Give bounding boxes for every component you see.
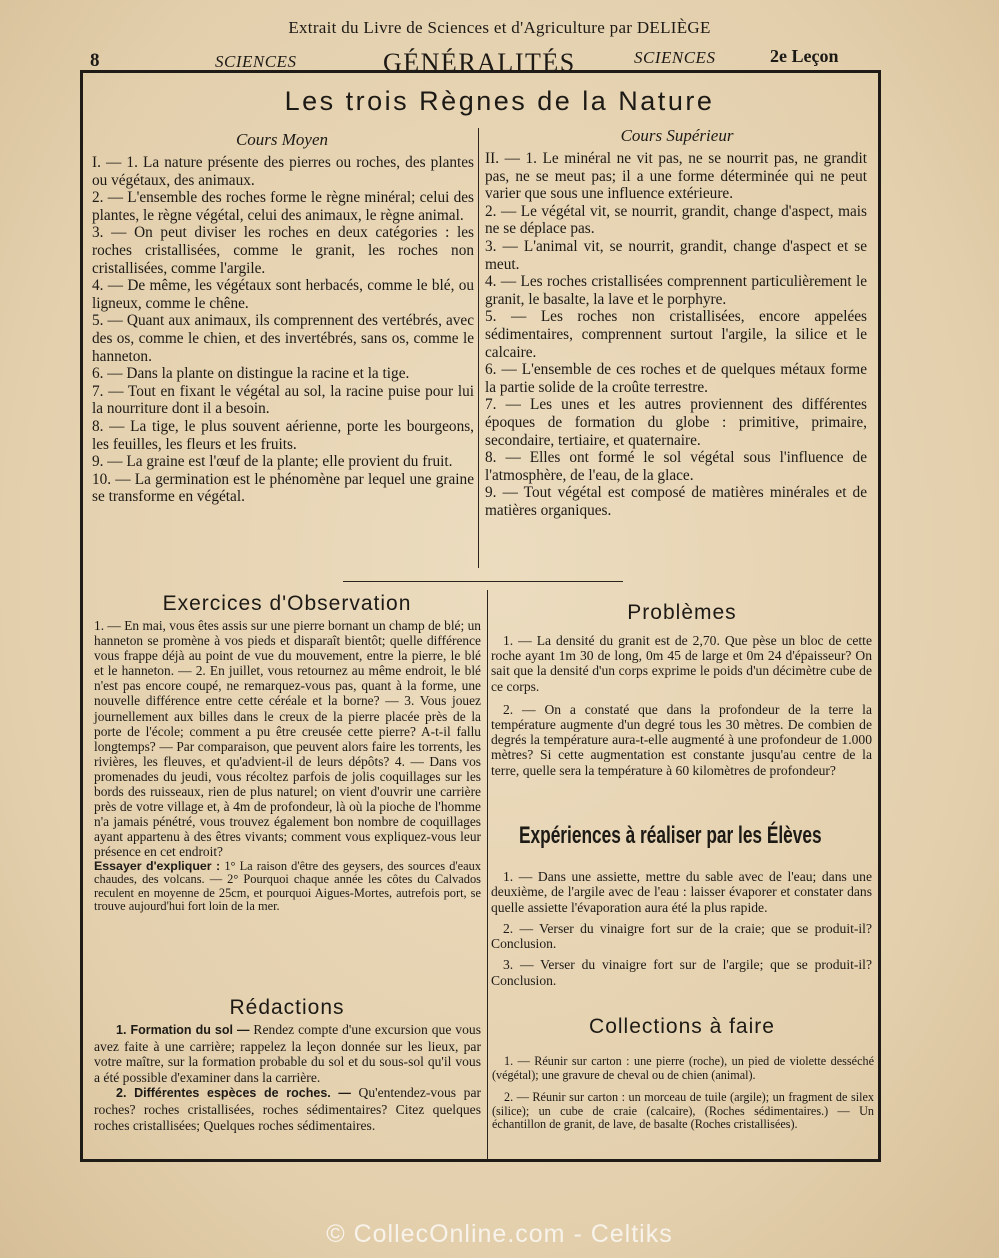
problemes-text <box>491 633 872 778</box>
paragraph: 5. — Les roches non cristallisées, encore appelées sédimentaires, comprennent surtout l'argile, la silice et le calcaire. <box>485 308 867 361</box>
redaction-text: Rendez compte d'une excursion que vous avez faite à une carrière; rappelez la leçon donnée sur les lieux, par votre maître, sur la formation probable du sol et du sous-sol qu'il vous a été possible d'examiner dans la carrière. <box>94 1022 481 1085</box>
redactions-text <box>94 1022 481 1133</box>
exercices-text <box>94 618 481 914</box>
paragraph: 4. — De même, les végétaux sont herbacés, comme le blé, ou ligneux, comme le chêne. <box>92 277 474 312</box>
cours-moyen-text <box>92 154 474 506</box>
column-divider <box>487 590 488 1160</box>
lesson-label: 2e Leçon <box>770 46 839 66</box>
probleme-item: 2. — On a constaté que dans la profondeur de la terre la température augmente d'un degré tous les 30 mètres. De combien de degrés la température aura-t-elle augmenté à une profondeur de 1.000 mètres? Si cette augmentation est constante jusqu'au centre de la terre, quelle sera la température à 60 kilomètres de profondeur? <box>491 701 872 778</box>
column-divider <box>478 128 479 568</box>
essayer-paragraph <box>94 860 481 914</box>
section-divider <box>343 581 623 582</box>
paragraph: 6. — L'ensemble de ces roches et de quelques métaux forme la partie solide de la croûte terrestre. <box>485 361 867 396</box>
paragraph: 6. — Dans la plante on distingue la racine et la tige. <box>92 365 410 383</box>
redaction-label: 2. Différentes espèces de roches. — <box>116 1086 351 1101</box>
paragraph: 7. — Les unes et les autres proviennent des différentes époques de formation du globe : primitive, primaire, secondaire, tertiaire, et quaternaire. <box>485 396 867 449</box>
paragraph: 8. — La tige, le plus souvent aérienne, porte les bourgeons, les feuilles, les fleurs et les fruits. <box>92 417 474 453</box>
experience-item: 3. — Verser du vinaigre fort sur de l'argile; que se produit-il? Conclusion. <box>491 957 872 988</box>
collections-text <box>492 1055 874 1132</box>
redaction-item <box>94 1022 481 1085</box>
exercices-body: 1. — En mai, vous êtes assis sur une pierre bornant un champ de blé; un hanneton se promène à vos pieds et disparaît bientôt; quelle différence vous frappe déjà au point de vue du mouvement, entre la pierre, le blé et le hanneton. — 2. En juillet, vous retournez au même endroit, le blé n'est pas encore coupé, ne remarquez-vous pas, quant à la forme, une nouvelle différence entre cette céréale et la borne? — 3. Vous jouez journellement aux billes dans le creux de la pierre placée près de la porte de l'école; comment a pu être creusée cette pierre? A-t-il fallu longtemps? — Par comparaison, que peuvent alors faire les torrents, les rivières, les fleuves, et qu'advient-il de leurs dépôts? 4. — Dans vos promenades du jeudi, vous récoltez parfois de jolis coquillages sur les bords des ruisseaux, rien de plus naturel; on vient d'ouvrir une carrière près de votre village et, à 4m de profondeur, là où la pioche de l'homme n'a jamais pénétré, vous trouvez également bon nombre de coquillages ayant appartenu à des êtres vivants; comment vous expliquez-vous leur présence en cet endroit? <box>94 618 481 860</box>
paragraph: 3. — On peut diviser les roches en deux catégories : les roches cristallisées, comme le granit, les roches non cristallisées, comme l'argile. <box>92 224 474 277</box>
experience-item: 1. — Dans une assiette, mettre du sable avec de l'eau; dans une deuxième, de l'argile avec de l'eau : laisser évaporer et constater dans quelle assiette l'évaporation aura été la plus rapide. <box>491 869 872 915</box>
sciences-left-label: SCIENCES <box>215 52 297 71</box>
collection-item: 2. — Réunir sur carton : un morceau de tuile (argile); un fragment de silex (silice); un cube de craie (calcaire), (Roches sédimentaires.) — Un échantillon de granit, de lave, de basalte (Roches cristallisées). <box>492 1090 874 1132</box>
cours-moyen-heading: Cours Moyen <box>235 130 329 149</box>
paragraph: 9. — Tout végétal est composé de matières minérales et de matières organiques. <box>485 484 867 519</box>
paragraph: 9. — La graine est l'œuf de la plante; elle provient du fruit. <box>92 453 453 471</box>
problemes-title: Problèmes <box>627 601 737 624</box>
paragraph: II. — 1. Le minéral ne vit pas, ne se nourrit pas, ne grandit pas, ne se meut pas; il a une forme déterminée qui ne peut varier que sous une influence extérieure. <box>485 150 867 203</box>
paragraph: 8. — Elles ont formé le sol végétal sous l'influence de l'atmosphère, de l'eau, de la glace. <box>485 449 867 484</box>
paragraph: 2. — Le végétal vit, se nourrit, grandit, change d'aspect, mais ne se déplace pas. <box>485 202 867 238</box>
paragraph: 3. — L'animal vit, se nourrit, grandit, change d'aspect et se meut. <box>485 237 867 273</box>
paragraph: 7. — Tout en fixant le végétal au sol, la racine puise pour lui la nourriture dont il a besoin. <box>92 382 474 418</box>
page-number: 8 <box>90 50 100 71</box>
redaction-label: 1. Formation du sol — <box>116 1023 250 1037</box>
essayer-text: 1° La raison d'être des geysers, des sources d'eaux chaudes, des volcans. — 2° Pourquoi chaque année les côtes du Calvados reculent en moyenne de 25cm, et pourquoi Aigues-Mortes, autrefois port, se trouve aujourd'hui fort loin de la mer. <box>94 858 482 914</box>
essayer-label: Essayer d'expliquer : <box>94 858 221 873</box>
experience-item: 2. — Verser du vinaigre fort sur de la craie; que se produit-il? Conclusion. <box>491 920 872 952</box>
paragraph: 10. — La germination est le phénomène par lequel une graine se transforme en végétal. <box>92 470 474 506</box>
experiences-title: Expériences à réaliser par les Élèves <box>519 822 822 849</box>
watermark: © CollecOnline.com - Celtiks <box>326 1220 673 1248</box>
collection-item: 1. — Réunir sur carton : une pierre (roche), un pied de violette desséché (végétal); une gravure de cheval ou de chien (animal). <box>492 1054 874 1082</box>
paragraph: 4. — Les roches cristallisées comprennent particulièrement le granit, le basalte, la lave et le porphyre. <box>485 273 867 308</box>
cours-superieur-text <box>485 150 867 519</box>
paragraph: 5. — Quant aux animaux, ils comprennent des vertébrés, avec des os, comme le chien, et des invertébrés, sans os, comme le hanneton. <box>92 312 474 365</box>
experiences-text <box>491 869 872 988</box>
section-title: GÉNÉRALITÉS <box>383 48 576 77</box>
probleme-item: 1. — La densité du granit est de 2,70. Que pèse un bloc de cette roche ayant 1m 30 de long, 0m 45 de large et 0m 24 d'épaisseur? On sait que la densité d'un corps exprime le poids d'un décimètre cube de ce corps. <box>491 633 872 694</box>
collections-title: Collections à faire <box>589 1015 775 1038</box>
sciences-right-label: SCIENCES <box>634 48 716 67</box>
exercices-title: Exercices d'Observation <box>162 592 412 615</box>
extract-line: Extrait du Livre de Sciences et d'Agriculture par DELIÈGE <box>288 18 711 37</box>
redaction-item <box>94 1085 481 1133</box>
paragraph: I. — 1. La nature présente des pierres ou roches, des plantes ou végétaux, des animaux. <box>92 154 474 189</box>
redactions-title: Rédactions <box>229 996 345 1019</box>
paragraph: 2. — L'ensemble des roches forme le règne minéral; celui des plantes, le règne végétal, celui des animaux, le règne animal. <box>92 189 474 224</box>
page-title: Les trois Règnes de la Nature <box>284 86 715 116</box>
redaction-text: Qu'entendez-vous par roches? roches cristallisées, roches sédimentaires? Citez quelques roches cristallisées; Quelques roches sédimentaires. <box>94 1085 482 1133</box>
cours-superieur-heading: Cours Supérieur <box>620 126 734 145</box>
